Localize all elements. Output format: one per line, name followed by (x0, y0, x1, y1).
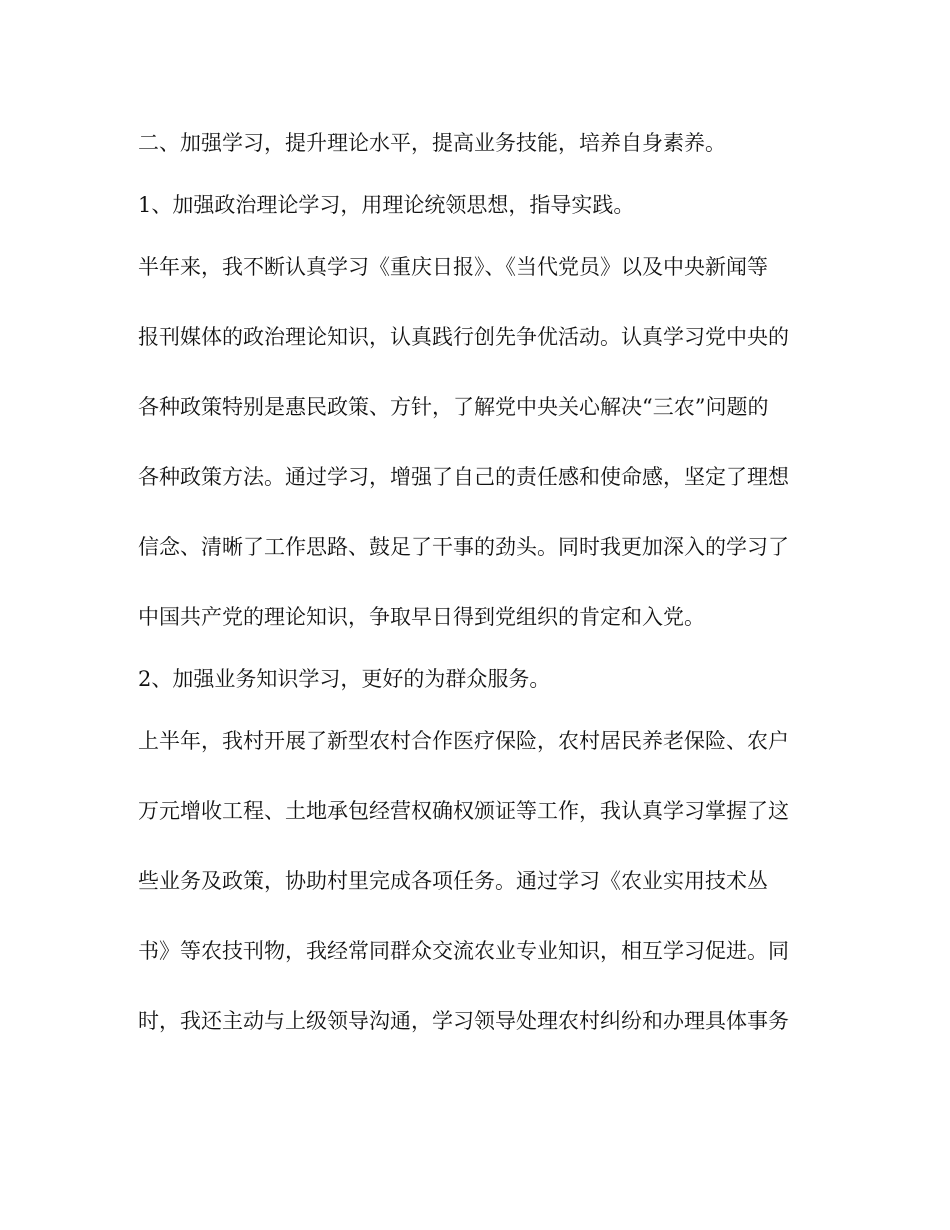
subsection-heading-2: 2、加强业务知识学习，更好的为群众服务。 (138, 667, 551, 691)
paragraph-line: 半年来，我不断认真学习《重庆日报》、《当代党员》以及中央新闻等 (138, 255, 768, 279)
paragraph-line: 中国共产党的理论知识，争取早日得到党组织的肯定和入党。 (138, 605, 705, 629)
paragraph-line: 些业务及政策，协助村里完成各项任务。通过学习《农业实用技术丛 (138, 869, 768, 893)
paragraph-line: 各种政策特别是惠民政策、方针，了解党中央关心解决“三农”问题的 (138, 395, 769, 419)
paragraph-line: 万元增收工程、土地承包经营权确权颁证等工作，我认真学习掌握了这 (138, 799, 789, 823)
subsection-heading-1: 1、加强政治理论学习，用理论统领思想，指导实践。 (138, 193, 635, 217)
section-heading: 二、加强学习，提升理论水平，提高业务技能，培养自身素养。 (138, 131, 726, 155)
paragraph-line: 上半年，我村开展了新型农村合作医疗保险，农村居民养老保险、农户 (138, 729, 789, 753)
paragraph-line: 信念、清晰了工作思路、鼓足了干事的劲头。同时我更加深入的学习了 (138, 535, 789, 559)
paragraph-line: 报刊媒体的政治理论知识，认真践行创先争优活动。认真学习党中央的 (138, 325, 789, 349)
paragraph-line: 时，我还主动与上级领导沟通，学习领导处理农村纠纷和办理具体事务 (138, 1009, 789, 1033)
paragraph-line: 书》等农技刊物，我经常同群众交流农业专业知识，相互学习促进。同 (138, 939, 789, 963)
paragraph-line: 各种政策方法。通过学习，增强了自己的责任感和使命感，坚定了理想 (138, 465, 789, 489)
